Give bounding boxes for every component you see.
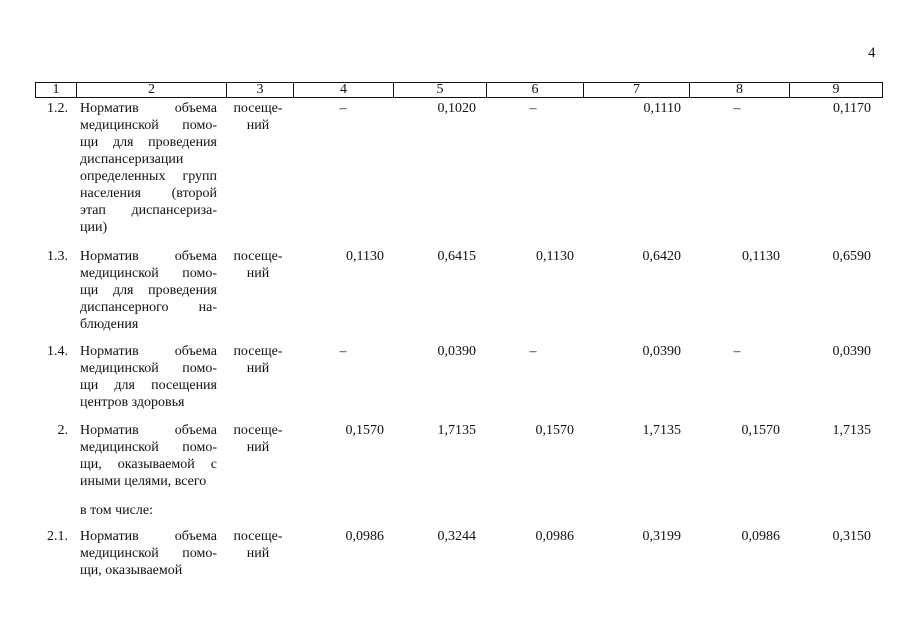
- name-line: медицинской помо-: [80, 546, 217, 561]
- row-unit: [229, 343, 287, 377]
- row-value-col-6: 0,1570: [535, 423, 574, 438]
- col-header-4: 4: [294, 83, 394, 98]
- row-value-col-8: –: [733, 344, 741, 359]
- col-header-6: 6: [487, 83, 584, 98]
- name-line: Норматив объема: [80, 344, 217, 359]
- row-value-col-9: 0,1170: [833, 101, 871, 116]
- row-value-col-5: 1,7135: [437, 423, 476, 438]
- row-value-col-5: 0,0390: [437, 344, 476, 359]
- row-value-col-4: 0,1570: [345, 423, 384, 438]
- row-value-col-8: –: [733, 101, 741, 116]
- col-header-8: 8: [690, 83, 790, 98]
- unit-line: ний: [246, 266, 270, 281]
- name-line: щи для проведения: [80, 283, 217, 298]
- col-header-5: 5: [394, 83, 487, 98]
- col-header-1: 1: [36, 83, 77, 98]
- name-line: медицинской помо-: [80, 266, 217, 281]
- row-number: 2.1.: [47, 529, 68, 544]
- name-line: щи для посещения: [80, 378, 217, 393]
- row-indicator-name: [80, 248, 217, 333]
- page-number: 4: [868, 45, 876, 61]
- row-value-col-4: 0,0986: [345, 529, 384, 544]
- unit-line: ний: [246, 361, 270, 376]
- note-in-that-number: в том числе:: [80, 503, 153, 518]
- row-value-col-9: 0,3150: [832, 529, 871, 544]
- name-line: определенных групп: [80, 169, 217, 184]
- unit-line: посеще-: [233, 101, 283, 116]
- name-line: Норматив объема: [80, 249, 217, 264]
- name-line: диспансеризации: [80, 152, 184, 167]
- row-value-col-7: 0,3199: [642, 529, 681, 544]
- unit-line: посеще-: [233, 529, 283, 544]
- row-value-col-5: 0,1020: [437, 101, 476, 116]
- row-value-col-4: 0,1130: [346, 249, 384, 264]
- name-line: щи, оказываемой: [80, 563, 183, 578]
- row-value-col-4: –: [339, 344, 347, 359]
- row-value-col-9: 0,6590: [832, 249, 871, 264]
- row-value-col-6: –: [529, 101, 537, 116]
- name-line: иными целями, всего: [80, 474, 207, 489]
- row-value-col-9: 0,0390: [832, 344, 871, 359]
- name-line: щи для проведения: [80, 135, 217, 150]
- row-number: 1.4.: [47, 344, 68, 359]
- unit-line: ний: [246, 440, 270, 455]
- row-value-col-7: 0,0390: [642, 344, 681, 359]
- row-unit: [229, 100, 287, 134]
- name-line: щи, оказываемой с: [80, 457, 217, 472]
- row-number: 1.2.: [47, 101, 68, 116]
- row-number: 2.: [57, 423, 68, 438]
- row-value-col-8: 0,1130: [742, 249, 780, 264]
- unit-line: ний: [246, 546, 270, 561]
- name-line: медицинской помо-: [80, 440, 217, 455]
- col-header-2: 2: [77, 83, 227, 98]
- column-header-row: [35, 82, 883, 98]
- row-value-col-8: 0,0986: [741, 529, 780, 544]
- name-line: этап диспансериза-: [80, 203, 217, 218]
- row-value-col-6: –: [529, 344, 537, 359]
- name-line: медицинской помо-: [80, 361, 217, 376]
- name-line: блюдения: [80, 317, 139, 332]
- row-number: 1.3.: [47, 249, 68, 264]
- name-line: Норматив объема: [80, 529, 217, 544]
- name-line: центров здоровья: [80, 395, 185, 410]
- unit-line: посеще-: [233, 344, 283, 359]
- row-value-col-7: 0,1110: [643, 101, 681, 116]
- row-value-col-7: 0,6420: [642, 249, 681, 264]
- name-line: медицинской помо-: [80, 118, 217, 133]
- row-indicator-name: [80, 422, 217, 490]
- row-value-col-8: 0,1570: [741, 423, 780, 438]
- unit-line: ний: [246, 118, 270, 133]
- name-line: ции): [80, 220, 108, 235]
- row-value-col-5: 0,3244: [437, 529, 476, 544]
- col-header-9: 9: [790, 83, 883, 98]
- row-indicator-name: [80, 528, 217, 579]
- name-line: Норматив объема: [80, 423, 217, 438]
- name-line: Норматив объема: [80, 101, 217, 116]
- row-unit: [229, 528, 287, 562]
- name-line: населения (второй: [80, 186, 217, 201]
- row-value-col-4: –: [339, 101, 347, 116]
- row-value-col-6: 0,0986: [535, 529, 574, 544]
- name-line: диспансерного на-: [80, 300, 217, 315]
- row-value-col-7: 1,7135: [642, 423, 681, 438]
- row-value-col-6: 0,1130: [536, 249, 574, 264]
- row-indicator-name: [80, 100, 217, 236]
- row-indicator-name: [80, 343, 217, 411]
- col-header-7: 7: [584, 83, 690, 98]
- unit-line: посеще-: [233, 249, 283, 264]
- col-header-3: 3: [227, 83, 294, 98]
- row-unit: [229, 422, 287, 456]
- row-unit: [229, 248, 287, 282]
- row-value-col-9: 1,7135: [832, 423, 871, 438]
- unit-line: посеще-: [233, 423, 283, 438]
- row-value-col-5: 0,6415: [437, 249, 476, 264]
